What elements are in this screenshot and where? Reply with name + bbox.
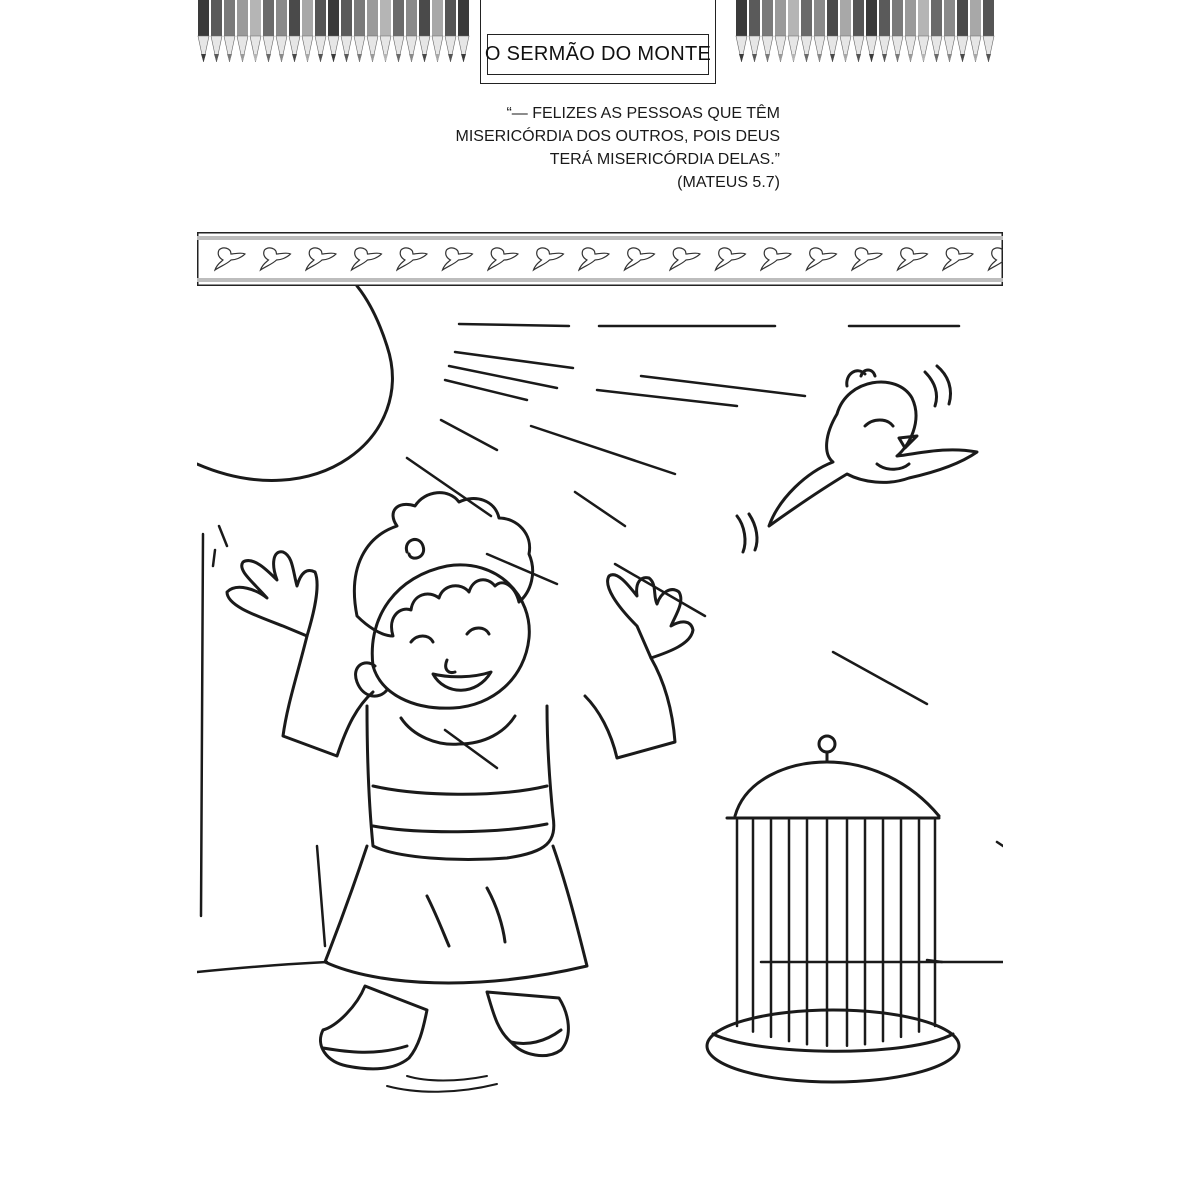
pencil-icon [419,0,430,36]
pencil-icon [775,0,786,36]
pencils-border-right-icon [735,0,1003,64]
pencil-icon [827,0,838,36]
pencil-icon [853,0,864,36]
page-title: O SERMÃO DO MONTE [484,43,712,65]
pencil-icon [393,0,404,36]
pencil-icon [944,0,955,36]
bird-pattern-strip-icon [197,232,1003,286]
pencil-icon [328,0,339,36]
pencil-icon [354,0,365,36]
pencil-icon [905,0,916,36]
pencil-icon [957,0,968,36]
pencil-icon [276,0,287,36]
pencil-icon [224,0,235,36]
flying-bird-icon [737,366,977,552]
pencil-icon [736,0,747,36]
bird-cage-icon [707,736,959,1082]
pencil-icon [892,0,903,36]
pencil-icon [237,0,248,36]
pencil-icon [970,0,981,36]
quote-line: “— FELIZES AS PESSOAS QUE TÊM [506,105,780,122]
pencil-icon [263,0,274,36]
pencil-icon [198,0,209,36]
pencil-icon [250,0,261,36]
pencil-icon [445,0,456,36]
quote-reference: (MATEUS 5.7) [677,174,780,191]
title-box [480,0,716,84]
quote-line: TERÁ MISERICÓRDIA DELAS.” [549,151,780,168]
scene-illustration [197,286,1003,1200]
pencil-icon [879,0,890,36]
child-icon [227,493,693,1092]
pencil-icon [211,0,222,36]
pencil-icon [432,0,443,36]
pencil-icon [302,0,313,36]
pencil-icon [749,0,760,36]
pencil-icon [458,0,469,36]
pencil-icon [788,0,799,36]
bible-quote [420,102,780,194]
pencil-icon [406,0,417,36]
pencil-icon [380,0,391,36]
pencil-icon [315,0,326,36]
pencil-icon [814,0,825,36]
pencil-icon [341,0,352,36]
pencil-icon [931,0,942,36]
pencil-icon [918,0,929,36]
sun-icon [197,286,392,480]
pencil-icon [983,0,994,36]
quote-line: MISERICÓRDIA DOS OUTROS, POIS DEUS [455,128,780,145]
pencil-icon [801,0,812,36]
title-frame [484,34,712,75]
pencil-icon [866,0,877,36]
pencils-border-left-icon [197,0,473,64]
pencil-icon [367,0,378,36]
pencil-icon [840,0,851,36]
pencil-icon [762,0,773,36]
pencil-icon [289,0,300,36]
